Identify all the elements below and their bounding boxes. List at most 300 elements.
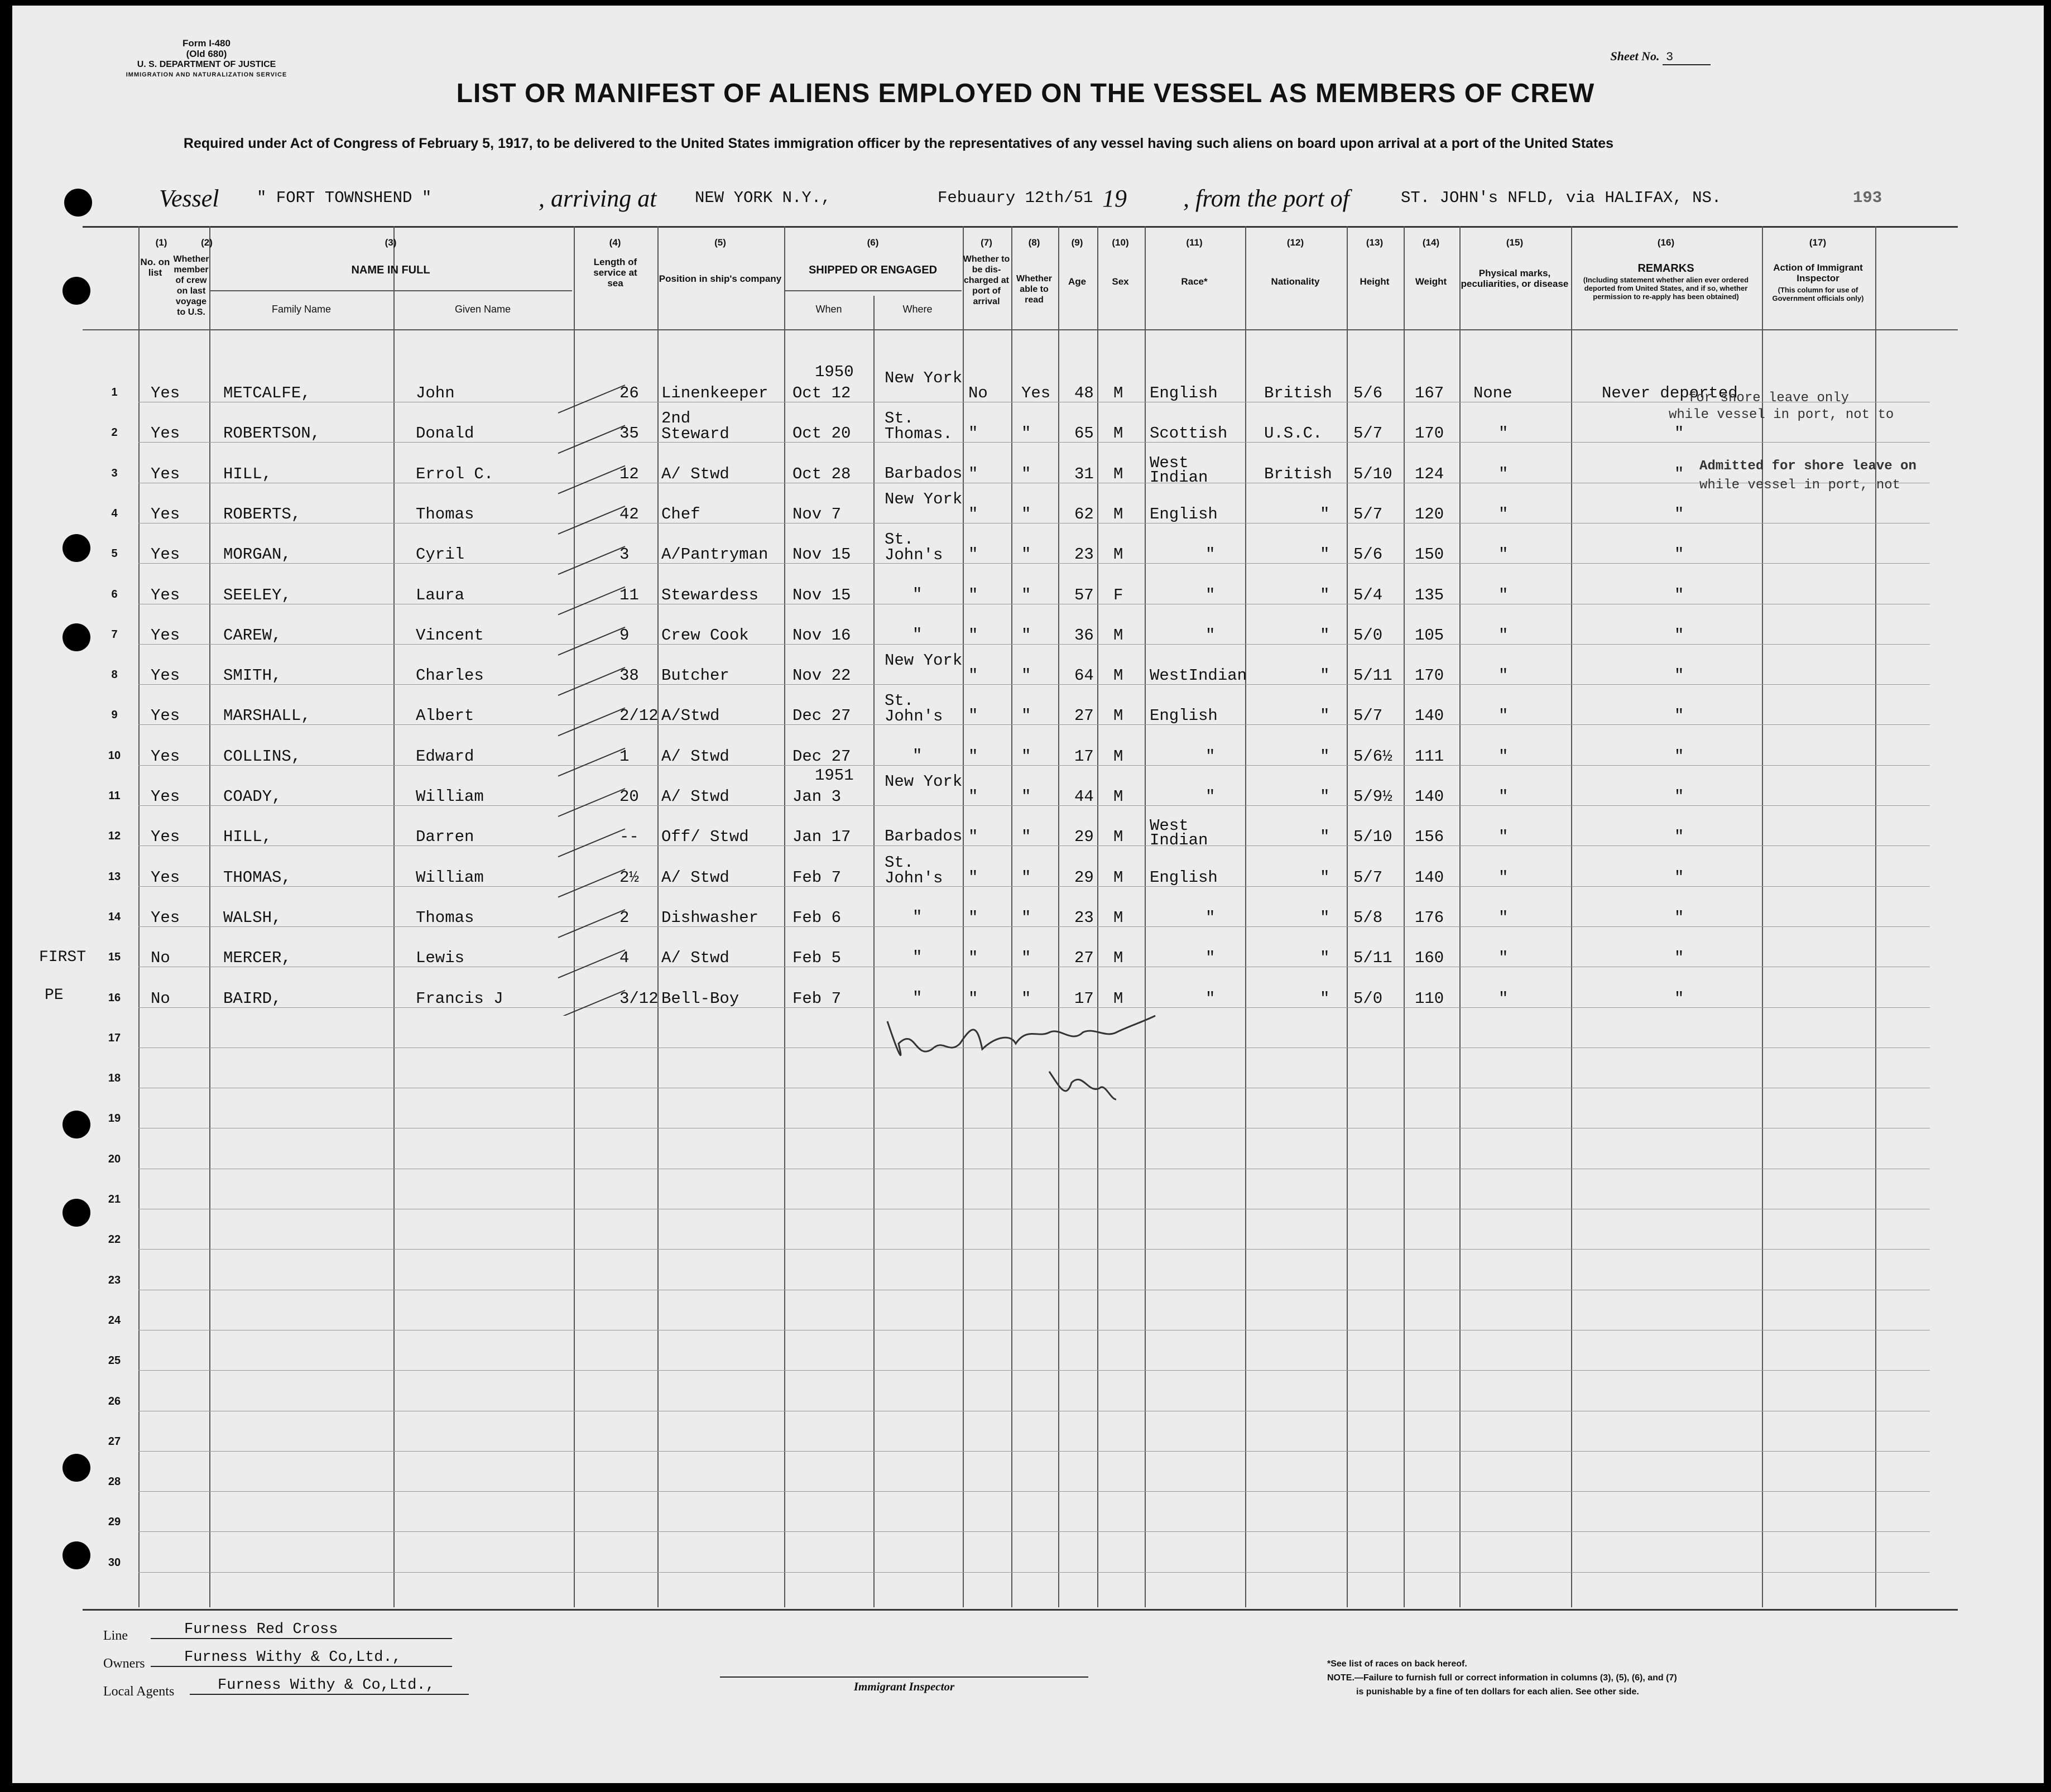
- row-number: 30: [108, 1556, 121, 1569]
- to-be-discharged: ": [968, 949, 978, 968]
- race: West Indian: [1150, 816, 1208, 850]
- column-rule: [1058, 226, 1059, 1607]
- hdr-name-in-full: NAME IN FULL: [351, 264, 430, 276]
- note-fine: is punishable by a fine of ten dollars for each alien. See other side.: [1356, 1687, 1639, 1697]
- position: A/ Stwd: [661, 747, 729, 766]
- crew-member-flag: Yes: [151, 585, 180, 604]
- crew-member-flag: Yes: [151, 868, 180, 887]
- remarks: ": [1674, 787, 1684, 806]
- shipped-when: Nov 7: [792, 505, 842, 523]
- able-to-read: ": [1021, 585, 1031, 604]
- length-of-service: 11: [619, 585, 639, 604]
- height: 5/6½: [1353, 747, 1392, 766]
- hdr-where: Where: [902, 304, 933, 315]
- col-num-5: (5): [714, 237, 726, 248]
- able-to-read: ": [1021, 908, 1031, 927]
- row-number: 10: [108, 749, 121, 762]
- inspector-signature: [882, 1005, 1172, 1111]
- able-to-read: ": [1021, 707, 1031, 726]
- race: English: [1150, 505, 1218, 523]
- height: 5/11: [1353, 949, 1392, 968]
- remarks: ": [1674, 908, 1684, 927]
- nationality: ": [1320, 707, 1330, 726]
- to-be-discharged: ": [968, 505, 978, 523]
- to-be-discharged: ": [968, 989, 978, 1008]
- hdr-no-on-list: No. on list: [140, 257, 170, 278]
- position: A/Stwd: [661, 707, 720, 726]
- physical-marks: ": [1498, 585, 1509, 604]
- able-to-read: ": [1021, 828, 1031, 847]
- inspector-label: Immigrant Inspector: [853, 1680, 955, 1693]
- height: 5/11: [1353, 666, 1392, 685]
- tick-mark: [558, 627, 625, 655]
- age: 17: [1074, 989, 1094, 1008]
- nationality: ": [1320, 505, 1330, 523]
- to-be-discharged: ": [968, 707, 978, 726]
- crew-member-flag: Yes: [151, 828, 180, 847]
- position: A/ Stwd: [661, 464, 729, 483]
- shipped-year: 1951: [815, 766, 854, 785]
- crew-member-flag: Yes: [151, 666, 180, 685]
- row-number: 19: [108, 1112, 121, 1125]
- row-number: 27: [108, 1435, 121, 1448]
- to-be-discharged: ": [968, 585, 978, 604]
- weight: 156: [1415, 828, 1444, 847]
- page-subtitle: Required under Act of Congress of February 5, 1917, to be delivered to the United States immigration officer by the representatives of any vessel having such aliens on board upon arrival at a port of the United States: [183, 136, 1614, 151]
- row-number: 1: [111, 386, 118, 398]
- able-to-read: ": [1021, 787, 1031, 806]
- remarks: ": [1674, 424, 1684, 443]
- weight: 120: [1415, 505, 1444, 523]
- side-mark-pe: PE: [45, 987, 64, 1004]
- column-rule: [1097, 226, 1098, 1607]
- physical-marks: ": [1498, 424, 1509, 443]
- col-num-1: (1): [155, 237, 167, 248]
- hdr-weight: Weight: [1415, 276, 1447, 287]
- family-name: MARSHALL,: [223, 707, 311, 726]
- col-num-10: (10): [1112, 237, 1129, 248]
- row-rule: [138, 1572, 1930, 1573]
- form-service: IMMIGRATION AND NATURALIZATION SERVICE: [126, 71, 287, 78]
- hdr-action-note: (This column for use of Government officials only): [1772, 286, 1864, 302]
- column-rule: [209, 226, 210, 1607]
- inspector-signature-line: [720, 1676, 1088, 1678]
- row-number: 21: [108, 1193, 121, 1205]
- given-name: William: [416, 787, 484, 806]
- sex: M: [1113, 949, 1123, 968]
- hdr-able-read: Whether able to read: [1016, 274, 1052, 305]
- race: Scottish: [1150, 424, 1228, 443]
- row-number: 16: [108, 991, 121, 1004]
- length-of-service: 2/12: [619, 707, 659, 726]
- header-bottom-rule: [83, 329, 1958, 330]
- line-label: Line: [103, 1628, 128, 1643]
- race: ": [1205, 545, 1216, 564]
- arrival-date: Febuaury 12th/51: [938, 189, 1093, 207]
- shipped-where: ": [912, 746, 923, 765]
- remarks: ": [1674, 949, 1684, 968]
- nationality: ": [1320, 666, 1330, 685]
- weight: 170: [1415, 666, 1444, 685]
- service-tick-marks: [553, 357, 642, 1016]
- nationality: ": [1320, 545, 1330, 564]
- row-rule: [138, 684, 1930, 685]
- age: 17: [1074, 747, 1094, 766]
- shipped-when: Oct 12: [792, 384, 851, 402]
- stamp-shore-leave-line2: while vessel in port, not to: [1669, 407, 1894, 422]
- crew-member-flag: Yes: [151, 747, 180, 766]
- crew-member-flag: Yes: [151, 505, 180, 523]
- stamp-admitted-line1: Admitted for shore leave on: [1699, 459, 1916, 474]
- remarks: ": [1674, 666, 1684, 685]
- hdr-shipped: SHIPPED OR ENGAGED: [808, 264, 938, 276]
- to-be-discharged: ": [968, 666, 978, 685]
- race: ": [1205, 908, 1216, 927]
- vessel-line: [145, 184, 1882, 218]
- given-name: Cyril: [416, 545, 465, 564]
- hdr-whether-member: Whether member of crew on last voyage to U.S.: [173, 254, 209, 317]
- sex: M: [1113, 626, 1123, 645]
- column-rule: [1347, 226, 1348, 1607]
- form-department: U. S. DEPARTMENT OF JUSTICE: [137, 60, 276, 69]
- shipped-where: New York: [885, 369, 963, 387]
- column-rule: [1762, 226, 1763, 1607]
- col-num-6: (6): [867, 237, 879, 248]
- tick-mark: [558, 546, 625, 574]
- row-number: 15: [108, 951, 121, 964]
- height: 5/6: [1353, 545, 1383, 564]
- weight: 140: [1415, 707, 1444, 726]
- punch-hole: [64, 189, 92, 217]
- family-name: HILL,: [223, 828, 272, 847]
- row-number: 23: [108, 1274, 121, 1286]
- age: 29: [1074, 828, 1094, 847]
- column-rule: [784, 226, 785, 1607]
- shipped-when: Feb 5: [792, 949, 842, 968]
- age: 65: [1074, 424, 1094, 443]
- shipped-when: Nov 16: [792, 626, 851, 645]
- shipped-when: Nov 15: [792, 585, 851, 604]
- tick-mark: [558, 667, 625, 695]
- col-num-12: (12): [1286, 237, 1304, 248]
- row-number: 6: [111, 588, 118, 600]
- age: 29: [1074, 868, 1094, 887]
- column-rule: [657, 226, 659, 1607]
- to-be-discharged: ": [968, 545, 978, 564]
- height: 5/7: [1353, 424, 1383, 443]
- position: A/ Stwd: [661, 949, 729, 968]
- row-number: 24: [108, 1314, 121, 1327]
- weight: 135: [1415, 585, 1444, 604]
- col-num-11: (11): [1186, 237, 1203, 248]
- position: Dishwasher: [661, 908, 759, 927]
- physical-marks: ": [1498, 626, 1509, 645]
- weight: 170: [1415, 424, 1444, 443]
- row-number: 17: [108, 1031, 121, 1044]
- weight: 140: [1415, 787, 1444, 806]
- row-number: 11: [108, 790, 121, 802]
- row-rule: [138, 724, 1930, 725]
- given-name: Charles: [416, 666, 484, 685]
- age: 62: [1074, 505, 1094, 523]
- position: Crew Cook: [661, 626, 749, 645]
- physical-marks: ": [1498, 707, 1509, 726]
- able-to-read: ": [1021, 626, 1031, 645]
- weight: 110: [1415, 989, 1444, 1008]
- race: West Indian: [1150, 453, 1208, 487]
- family-name: BAIRD,: [223, 989, 282, 1008]
- to-be-discharged: ": [968, 787, 978, 806]
- remarks: ": [1674, 989, 1684, 1008]
- shipped-when: Feb 6: [792, 908, 842, 927]
- family-name: COADY,: [223, 787, 282, 806]
- age: 44: [1074, 787, 1094, 806]
- shipped-where: Barbados: [885, 464, 963, 483]
- shipped-when: Feb 7: [792, 868, 842, 887]
- shipped-where: New York: [885, 489, 963, 508]
- length-of-service: 3: [619, 545, 630, 564]
- col-num-8: (8): [1028, 237, 1040, 248]
- weight: 176: [1415, 908, 1444, 927]
- page-title: LIST OR MANIFEST OF ALIENS EMPLOYED ON THE VESSEL AS MEMBERS OF CREW: [456, 79, 1595, 108]
- given-name: Laura: [416, 585, 465, 604]
- column-rule: [1245, 226, 1246, 1607]
- height: 5/0: [1353, 989, 1383, 1008]
- length-of-service: 3/12: [619, 989, 659, 1008]
- weight: 150: [1415, 545, 1444, 564]
- sex: M: [1113, 989, 1123, 1008]
- able-to-read: ": [1021, 424, 1031, 443]
- nationality: ": [1320, 747, 1330, 766]
- position: Bell-Boy: [661, 989, 739, 1008]
- col-num-4: (4): [609, 237, 621, 248]
- age: 27: [1074, 707, 1094, 726]
- col-num-16: (16): [1657, 237, 1675, 248]
- agents-label: Local Agents: [103, 1684, 175, 1699]
- column-rule: [1011, 226, 1012, 1607]
- row-rule: [138, 765, 1930, 766]
- tick-mark: [558, 748, 625, 776]
- crew-member-flag: Yes: [151, 464, 180, 483]
- stamp-admitted-line2: while vessel in port, not: [1699, 478, 1901, 493]
- tick-mark: [558, 506, 625, 534]
- weight: 160: [1415, 949, 1444, 968]
- to-be-discharged: ": [968, 424, 978, 443]
- header-rule: [784, 290, 962, 291]
- position: Chef: [661, 505, 700, 523]
- weight: 124: [1415, 464, 1444, 483]
- remarks: ": [1674, 464, 1684, 483]
- length-of-service: 20: [619, 787, 639, 806]
- physical-marks: ": [1498, 666, 1509, 685]
- height: 5/8: [1353, 908, 1383, 927]
- given-name: Lewis: [416, 949, 465, 968]
- column-rule: [1145, 226, 1146, 1607]
- family-name: COLLINS,: [223, 747, 301, 766]
- hdr-remarks-note: (Including statement whether alien ever ordered deported from United States, and if so, whether permission to re-apply has been obtained): [1583, 276, 1749, 301]
- remarks: ": [1674, 505, 1684, 523]
- able-to-read: ": [1021, 505, 1031, 523]
- remarks: ": [1674, 868, 1684, 887]
- tick-mark: [558, 466, 625, 494]
- col-num-7: (7): [981, 237, 992, 248]
- physical-marks: ": [1498, 828, 1509, 847]
- sex: M: [1113, 828, 1123, 847]
- age: 36: [1074, 626, 1094, 645]
- row-number: 3: [111, 467, 118, 479]
- length-of-service: 42: [619, 505, 639, 523]
- crew-member-flag: Yes: [151, 908, 180, 927]
- given-name: Darren: [416, 828, 474, 847]
- row-number: 8: [111, 669, 118, 681]
- nationality: ": [1320, 989, 1330, 1008]
- height: 5/4: [1353, 585, 1383, 604]
- sheet-number-label: Sheet No.: [1610, 49, 1660, 63]
- remarks: ": [1674, 545, 1684, 564]
- hdr-discharged: Whether to be dis-charged at port of arrival: [963, 254, 1010, 306]
- to-be-discharged: ": [968, 828, 978, 847]
- row-number: 22: [108, 1233, 121, 1246]
- owners-value: Furness Withy & Co,Ltd.,: [151, 1649, 452, 1667]
- crew-member-flag: Yes: [151, 424, 180, 443]
- physical-marks: ": [1498, 908, 1509, 927]
- sex: M: [1113, 747, 1123, 766]
- sex: M: [1113, 787, 1123, 806]
- line-value: Furness Red Cross: [151, 1621, 452, 1639]
- family-name: CAREW,: [223, 626, 282, 645]
- shipped-when: Dec 27: [792, 747, 851, 766]
- shipped-when: Jan 3: [792, 787, 842, 806]
- stamp-shore-leave-line1: for shore leave only: [1688, 391, 1850, 406]
- row-rule: [138, 926, 1930, 927]
- crew-member-flag: No: [151, 989, 170, 1008]
- hdr-family-name: Family Name: [271, 304, 331, 315]
- row-number: 25: [108, 1354, 121, 1367]
- hdr-length-service: Length of service at sea: [593, 257, 637, 289]
- hdr-action: Action of Immigrant Inspector: [1773, 262, 1863, 284]
- able-to-read: ": [1021, 989, 1031, 1008]
- weight: 105: [1415, 626, 1444, 645]
- shipped-when: Jan 17: [792, 828, 851, 847]
- shipped-where: St. John's: [885, 691, 943, 726]
- race: ": [1205, 787, 1216, 806]
- length-of-service: 35: [619, 424, 639, 443]
- race: ": [1205, 747, 1216, 766]
- tick-mark: [558, 425, 625, 453]
- height: 5/10: [1353, 464, 1392, 483]
- column-rule: [1875, 226, 1876, 1607]
- length-of-service: 1: [619, 747, 630, 766]
- position: 2nd Steward: [661, 409, 729, 444]
- col-num-9: (9): [1071, 237, 1083, 248]
- given-name: Donald: [416, 424, 474, 443]
- row-number: 26: [108, 1395, 121, 1407]
- row-rule: [138, 1249, 1930, 1250]
- nationality: ": [1320, 868, 1330, 887]
- side-mark-first: FIRST: [39, 949, 87, 966]
- column-rule: [1459, 226, 1461, 1607]
- given-name: Errol C.: [416, 464, 494, 483]
- remarks: ": [1674, 828, 1684, 847]
- remarks: ": [1674, 626, 1684, 645]
- nationality: U.S.C.: [1264, 424, 1323, 443]
- shipped-where: Barbados: [885, 827, 963, 846]
- arriving-label: , arriving at: [539, 185, 657, 212]
- age: 57: [1074, 585, 1094, 604]
- header-rule: [209, 290, 572, 291]
- row-number: 9: [111, 709, 118, 722]
- row-rule: [138, 845, 1930, 846]
- row-rule: [138, 644, 1930, 645]
- hdr-sex: Sex: [1112, 276, 1129, 287]
- length-of-service: --: [619, 828, 639, 847]
- physical-marks: ": [1498, 545, 1509, 564]
- to-be-discharged: ": [968, 868, 978, 887]
- height: 5/7: [1353, 868, 1383, 887]
- row-rule: [138, 1491, 1930, 1492]
- able-to-read: ": [1021, 868, 1031, 887]
- given-name: Francis J: [416, 989, 503, 1008]
- position: Linenkeeper: [661, 384, 768, 402]
- position: Butcher: [661, 666, 729, 685]
- race: ": [1205, 989, 1216, 1008]
- shipped-when: Dec 27: [792, 707, 851, 726]
- crew-member-flag: Yes: [151, 384, 180, 402]
- height: 5/10: [1353, 828, 1392, 847]
- length-of-service: 2½: [619, 868, 639, 887]
- shipped-where: New York: [885, 651, 963, 670]
- physical-marks: ": [1498, 989, 1509, 1008]
- able-to-read: Yes: [1021, 384, 1051, 402]
- shipped-where: ": [912, 585, 923, 604]
- hdr-given-name: Given Name: [454, 304, 511, 315]
- age: 27: [1074, 949, 1094, 968]
- family-name: HILL,: [223, 464, 272, 483]
- remarks: ": [1674, 707, 1684, 726]
- vessel-label: Vessel: [159, 185, 219, 212]
- given-name: Albert: [416, 707, 474, 726]
- crew-member-flag: Yes: [151, 787, 180, 806]
- given-name: Thomas: [416, 908, 474, 927]
- family-name: MERCER,: [223, 949, 291, 968]
- able-to-read: ": [1021, 666, 1031, 685]
- to-be-discharged: ": [968, 626, 978, 645]
- race: ": [1205, 585, 1216, 604]
- physical-marks: ": [1498, 787, 1509, 806]
- shipped-where: St. John's: [885, 853, 943, 887]
- from-port-value: ST. JOHN's NFLD, via HALIFAX, NS.: [1401, 189, 1722, 207]
- col-num-2: (2): [201, 237, 213, 248]
- nationality: ": [1320, 626, 1330, 645]
- able-to-read: ": [1021, 949, 1031, 968]
- hdr-physical: Physical marks, peculiarities, or disease: [1461, 268, 1569, 289]
- tick-mark: [558, 789, 625, 816]
- physical-marks: ": [1498, 949, 1509, 968]
- nationality: British: [1264, 384, 1332, 402]
- row-number: 20: [108, 1152, 121, 1165]
- row-rule: [138, 886, 1930, 887]
- sex: M: [1113, 464, 1123, 483]
- from-label: , from the port of: [1183, 185, 1349, 212]
- col-num-15: (15): [1506, 237, 1524, 248]
- position: Stewardess: [661, 585, 759, 604]
- nationality: ": [1320, 908, 1330, 927]
- crew-member-flag: Yes: [151, 707, 180, 726]
- shipped-year: 1950: [815, 363, 854, 381]
- race: English: [1150, 384, 1218, 402]
- shipped-when: Oct 28: [792, 464, 851, 483]
- column-rule: [138, 226, 140, 1607]
